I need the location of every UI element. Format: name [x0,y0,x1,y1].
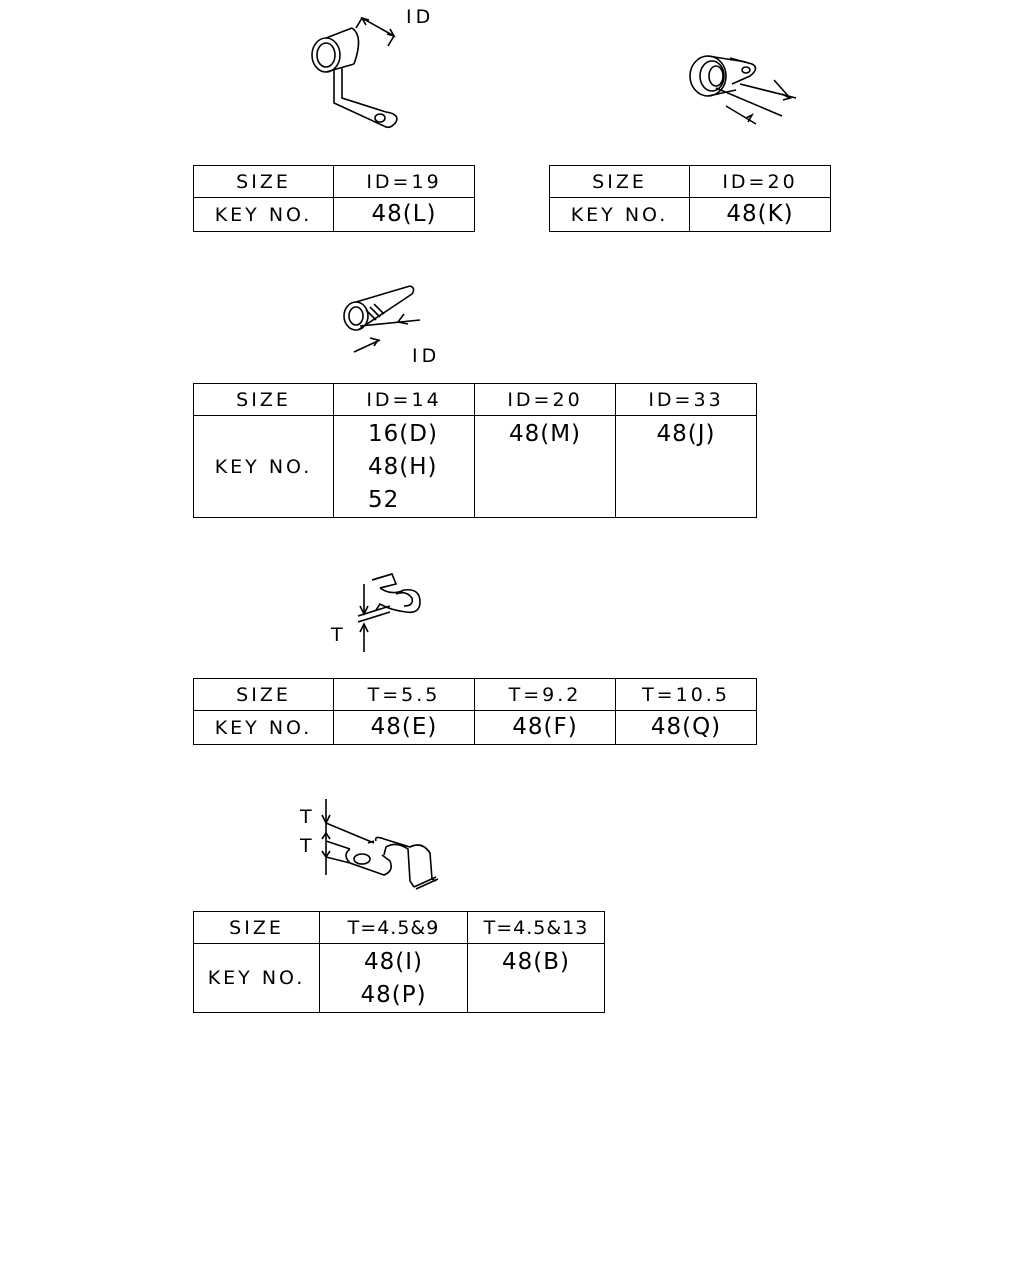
size-cell: ID=20 [475,384,616,416]
clip-2-spec-table [549,165,831,232]
clip-4-illustration [340,570,430,655]
clip-3-spec-table [193,383,757,518]
key-cell [690,198,831,232]
clip-5-dim-label-bottom: T [300,835,316,857]
key-cell [616,416,757,518]
size-cell: T=9.2 [475,679,616,711]
clip-5-illustration [314,795,444,895]
size-row [194,384,757,416]
key-cell [320,944,468,1013]
size-row [194,679,757,711]
size-row [550,166,831,198]
size-header: SIZE [194,679,334,711]
key-row [194,416,757,518]
size-header: SIZE [550,166,690,198]
key-value: 48(K) [726,201,794,227]
key-row [550,198,831,232]
key-value: 48(E) [370,714,438,740]
key-header: KEY NO. [194,416,334,518]
size-row [194,166,475,198]
key-cell [468,944,605,1013]
size-cell: ID=19 [334,166,475,198]
clip-1-spec-table [193,165,475,232]
key-cell [334,416,475,518]
key-header: KEY NO. [194,198,334,232]
clip-5-dim-label-top: T [300,806,316,828]
key-cell [475,416,616,518]
size-header: SIZE [194,384,334,416]
key-value: 48(J) [656,421,716,447]
key-value: 48(F) [512,714,578,740]
key-row [194,198,475,232]
size-cell: ID=20 [690,166,831,198]
size-header: SIZE [194,912,320,944]
key-cell [616,711,757,745]
size-cell: T=4.5&13 [468,912,605,944]
key-header: KEY NO. [194,711,334,745]
clip-4-spec-table [193,678,757,745]
key-value: 16(D) [368,421,438,447]
key-cell [475,711,616,745]
key-value: 48(H) [368,454,438,480]
key-value: 48(B) [502,949,570,975]
size-cell: T=5.5 [334,679,475,711]
key-cell [334,198,475,232]
size-header: SIZE [194,166,334,198]
key-header: KEY NO. [194,944,320,1013]
key-value: 52 [368,487,400,513]
key-cell [334,711,475,745]
key-value: 48(I) [364,949,423,975]
key-row [194,944,605,1013]
size-cell: ID=14 [334,384,475,416]
clip-5-spec-table [193,911,605,1013]
clip-1-dim-label: ID [406,6,435,28]
clip-1-illustration [296,8,416,133]
key-header: KEY NO. [550,198,690,232]
size-cell: T=10.5 [616,679,757,711]
size-cell: ID=33 [616,384,757,416]
clip-3-illustration [340,280,430,355]
key-value: 48(M) [508,421,582,447]
key-row [194,711,757,745]
clip-2-illustration [686,50,806,130]
size-cell: T=4.5&9 [320,912,468,944]
clip-3-dim-label: ID [412,345,441,367]
key-value: 48(Q) [650,714,722,740]
key-value: 48(P) [360,982,427,1008]
size-row [194,912,605,944]
clip-4-dim-label: T [331,624,347,646]
key-value: 48(L) [371,201,437,227]
